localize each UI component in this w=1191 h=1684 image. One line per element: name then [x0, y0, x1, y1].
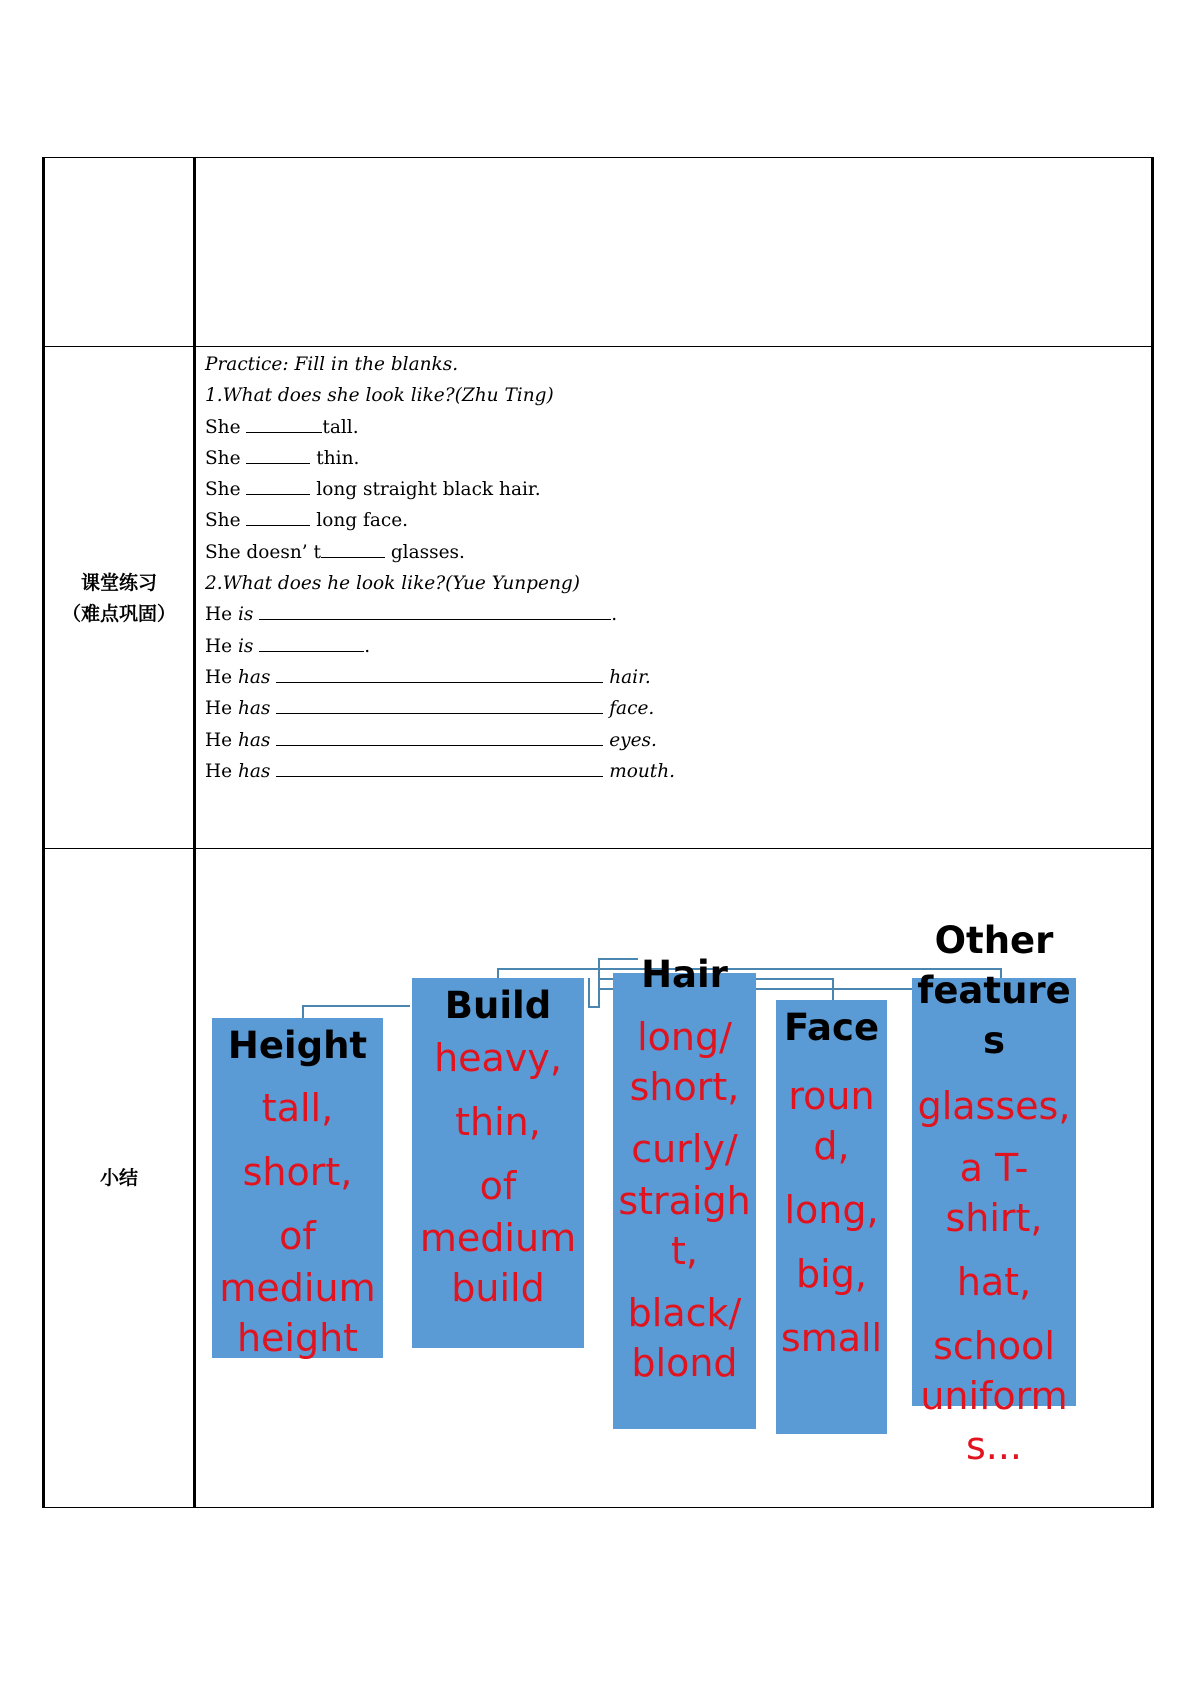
summary-row-label — [44, 1163, 194, 1194]
item-text: long, — [784, 1188, 879, 1232]
line-suffix: mouth. — [609, 760, 676, 782]
q1-line — [205, 412, 1145, 443]
item-text: short, — [242, 1150, 353, 1194]
item-text: hat, — [956, 1260, 1032, 1304]
item-text: uniform — [920, 1374, 1068, 1418]
title-line: Hair — [641, 953, 728, 996]
practice-label-line-1: 课堂练习 — [80, 572, 157, 594]
category-title-face — [756, 1004, 907, 1052]
line-suffix: hair. — [609, 666, 651, 688]
fill-blank[interactable] — [246, 413, 322, 433]
item-text: small — [780, 1316, 883, 1360]
line-verb: has — [237, 760, 271, 782]
line-prefix: He — [205, 604, 238, 626]
item-text: straigh — [618, 1179, 751, 1223]
q1-line — [205, 537, 1145, 568]
question-1: 1.What does she look like?(Zhu Ting) — [205, 385, 554, 407]
category-items-height — [192, 1082, 403, 1364]
line-suffix: eyes. — [609, 729, 657, 751]
line-verb: has — [237, 729, 271, 751]
line-prefix: She — [205, 447, 247, 469]
title-line: Other — [934, 919, 1054, 962]
fill-blank[interactable] — [321, 538, 385, 558]
line-suffix: thin. — [310, 447, 360, 469]
practice-row-label — [44, 568, 194, 630]
item-text: roun — [788, 1074, 875, 1118]
item-text: of — [279, 1214, 316, 1258]
category-box-face — [776, 1000, 887, 1434]
q2-line — [205, 599, 1145, 630]
q2-line — [205, 725, 1145, 756]
title-line: Build — [444, 984, 552, 1027]
table-row-divider-1 — [42, 346, 1154, 347]
item-text: blond — [631, 1341, 738, 1385]
item-text: of — [479, 1164, 517, 1208]
item-text: s... — [965, 1424, 1023, 1468]
line-prefix: She doesn’ t — [205, 541, 321, 563]
item-text: medium — [219, 1266, 376, 1310]
practice-title: Practice: Fill in the blanks. — [205, 354, 459, 375]
category-box-build — [412, 978, 584, 1348]
line-verb: is — [237, 604, 254, 626]
item-text: thin, — [455, 1100, 541, 1144]
item-text: big, — [796, 1252, 867, 1296]
category-box-height — [212, 1018, 383, 1358]
fill-blank[interactable] — [276, 694, 603, 714]
q2-line — [205, 631, 1145, 662]
fill-blank[interactable] — [246, 506, 310, 526]
line-prefix: He — [205, 698, 238, 720]
table-right-border — [1151, 157, 1154, 1508]
item-text: height — [236, 1316, 359, 1360]
category-title-height — [192, 1022, 403, 1070]
item-text: shirt, — [945, 1196, 1043, 1240]
q1-line — [205, 443, 1145, 474]
fill-blank[interactable] — [259, 632, 364, 652]
q1-line — [205, 474, 1145, 505]
connector — [302, 1005, 304, 1019]
line-verb: has — [237, 666, 271, 688]
fill-blank[interactable] — [259, 600, 611, 620]
table-row-divider-2 — [42, 848, 1154, 849]
line-prefix: He — [205, 635, 238, 657]
table-bottom-border — [42, 1507, 1154, 1508]
item-text: t, — [671, 1229, 698, 1273]
item-text: d, — [813, 1124, 850, 1168]
category-items-build — [392, 1032, 604, 1314]
line-prefix: She — [205, 416, 247, 438]
title-line: feature — [917, 969, 1071, 1012]
category-items-face — [756, 1070, 907, 1364]
fill-blank[interactable] — [246, 444, 310, 464]
q2-line — [205, 693, 1145, 724]
item-text: short, — [629, 1065, 740, 1109]
line-prefix: She — [205, 479, 247, 501]
q2-line — [205, 662, 1145, 693]
category-title-hair — [593, 951, 776, 999]
line-suffix: long face. — [310, 510, 409, 532]
category-title-other-features — [892, 916, 1096, 1066]
line-prefix: He — [205, 729, 238, 751]
item-text: a T- — [959, 1146, 1029, 1190]
title-line: Face — [783, 1006, 880, 1049]
line-suffix: face. — [609, 698, 655, 720]
line-prefix: She — [205, 510, 247, 532]
item-text: curly/ — [631, 1127, 738, 1171]
item-text: black/ — [627, 1291, 742, 1335]
practice-section — [205, 349, 1145, 787]
item-text: tall, — [261, 1086, 334, 1130]
line-prefix: He — [205, 666, 238, 688]
item-text: heavy, — [434, 1036, 562, 1080]
line-suffix: long straight black hair. — [310, 479, 541, 501]
fill-blank[interactable] — [276, 757, 603, 777]
line-suffix: . — [611, 604, 618, 626]
summary-label: 小结 — [99, 1167, 138, 1189]
item-text: build — [451, 1266, 545, 1310]
item-text: glasses, — [917, 1084, 1071, 1128]
table-left-border — [42, 157, 45, 1508]
item-text: medium — [419, 1216, 577, 1260]
fill-blank[interactable] — [276, 726, 603, 746]
question-2: 2.What does he look like?(Yue Yunpeng) — [205, 573, 580, 595]
line-suffix: tall. — [322, 416, 359, 438]
line-verb: has — [237, 698, 271, 720]
category-items-hair — [593, 1011, 776, 1389]
fill-blank[interactable] — [246, 475, 310, 495]
fill-blank[interactable] — [276, 663, 603, 683]
item-text: school — [933, 1324, 1055, 1368]
item-text: long/ — [637, 1015, 732, 1059]
title-line: s — [982, 1019, 1006, 1062]
category-box-other-features — [912, 919, 1076, 1468]
category-box-hair — [613, 953, 756, 1429]
category-items-other-features — [892, 1080, 1096, 1472]
category-title-build — [392, 982, 604, 1030]
q2-line — [205, 756, 1145, 787]
line-suffix: . — [364, 635, 371, 657]
practice-label-line-2: （难点巩固） — [61, 603, 176, 625]
line-prefix: He — [205, 760, 238, 782]
q1-line — [205, 505, 1145, 536]
table-top-border — [42, 157, 1154, 158]
line-verb: is — [237, 635, 254, 657]
title-line: Height — [227, 1024, 368, 1067]
line-suffix: glasses. — [384, 541, 465, 563]
